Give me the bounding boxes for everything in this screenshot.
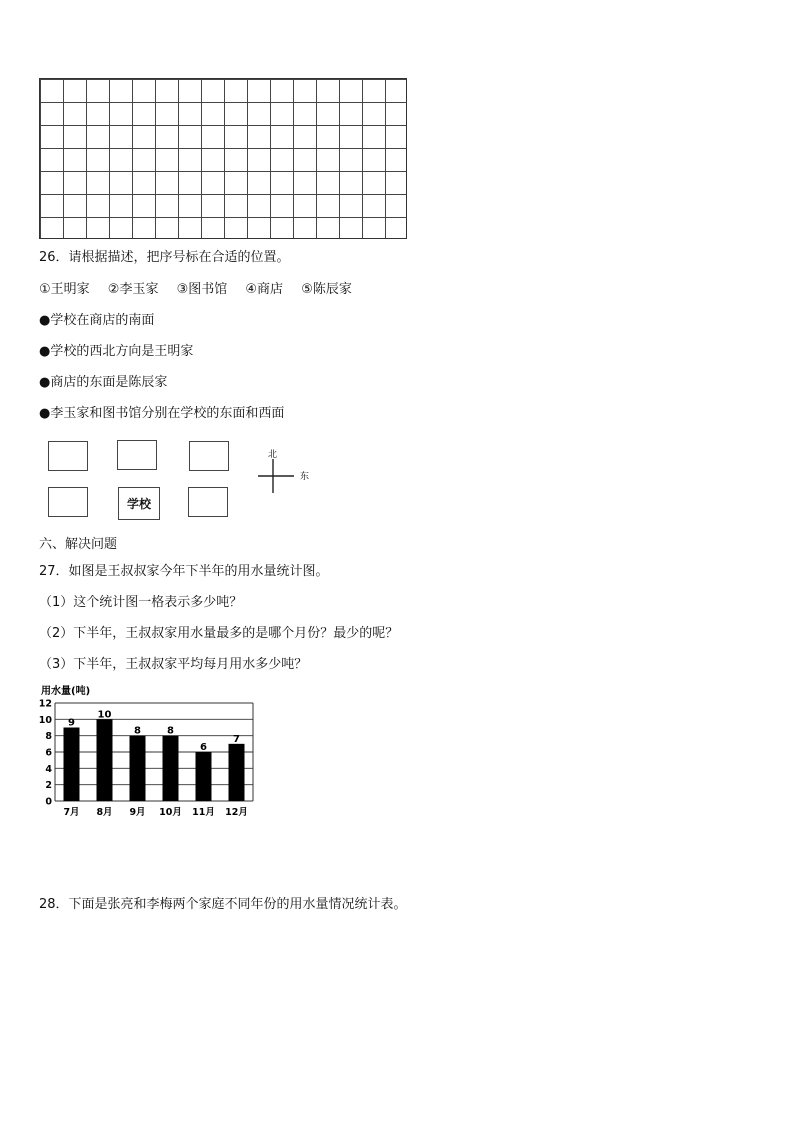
- bar: [64, 728, 80, 802]
- map-box-bottom-right: [188, 487, 228, 517]
- y-tick-label: 12: [38, 698, 52, 710]
- data-label: 10: [97, 709, 112, 721]
- q27-title: 27．如图是王叔叔家今年下半年的用水量统计图。: [39, 564, 329, 579]
- clue-4: ●李玉家和图书馆分别在学校的东面和西面: [39, 406, 285, 421]
- y-tick-label: 0: [45, 796, 52, 808]
- option-3: ③图书馆: [176, 282, 228, 297]
- y-tick-label: 2: [45, 780, 52, 792]
- answer-grid: [39, 78, 407, 239]
- option-2: ②李玉家: [107, 282, 159, 297]
- compass-east: 东: [300, 472, 310, 482]
- clue-2: ●学校的西北方向是王明家: [39, 344, 194, 359]
- q26-options: [39, 282, 366, 298]
- data-label: 8: [167, 725, 174, 737]
- x-tick-label: 8月: [96, 807, 113, 818]
- map-box-top-left: [48, 441, 88, 471]
- bar: [229, 744, 245, 801]
- bar: [130, 736, 146, 801]
- q27-sub3: （3）下半年，王叔叔家平均每月用水多少吨？: [39, 657, 308, 672]
- option-4: ④商店: [245, 282, 284, 297]
- school-box: 学校: [118, 487, 160, 520]
- map-box-top-middle: [117, 440, 157, 470]
- y-tick-label: 10: [38, 714, 52, 726]
- option-1: ①王明家: [39, 282, 90, 297]
- water-usage-chart: [37, 683, 267, 828]
- option-5: ⑤陈辰家: [301, 282, 352, 297]
- compass-icon: [254, 447, 324, 497]
- y-tick-label: 6: [45, 747, 52, 759]
- x-tick-label: 7月: [63, 807, 80, 818]
- x-tick-label: 11月: [192, 807, 215, 818]
- data-label: 6: [200, 742, 207, 753]
- q27-sub2: （2）下半年，王叔叔家用水量最多的是哪个月份？最少的呢？: [39, 626, 399, 641]
- bar: [97, 719, 113, 801]
- q28-title: 28．下面是张亮和李梅两个家庭不同年份的用水量情况统计表。: [39, 897, 407, 912]
- y-tick-label: 4: [45, 763, 52, 775]
- data-label: 8: [134, 725, 141, 737]
- section-heading: 六、解决问题: [39, 537, 118, 552]
- x-tick-label: 9月: [129, 807, 146, 818]
- clue-3: ●商店的东面是陈辰家: [39, 375, 168, 390]
- compass-north: 北: [268, 450, 278, 460]
- q26-title: 26．请根据描述，把序号标在合适的位置。: [39, 250, 290, 265]
- clue-1: ●学校在商店的南面: [39, 313, 155, 328]
- y-tick-label: 8: [45, 731, 52, 743]
- x-tick-label: 10月: [159, 807, 182, 818]
- x-tick-label: 12月: [225, 807, 248, 818]
- bar: [163, 736, 179, 801]
- map-box-bottom-left: [48, 487, 88, 517]
- chart-ylabel: 用水量(吨): [41, 686, 91, 697]
- data-label: 7: [233, 733, 240, 745]
- bar: [196, 752, 212, 801]
- q27-sub1: （1）这个统计图一格表示多少吨？: [39, 595, 243, 610]
- data-label: 9: [68, 717, 75, 729]
- map-box-top-right: [189, 441, 229, 471]
